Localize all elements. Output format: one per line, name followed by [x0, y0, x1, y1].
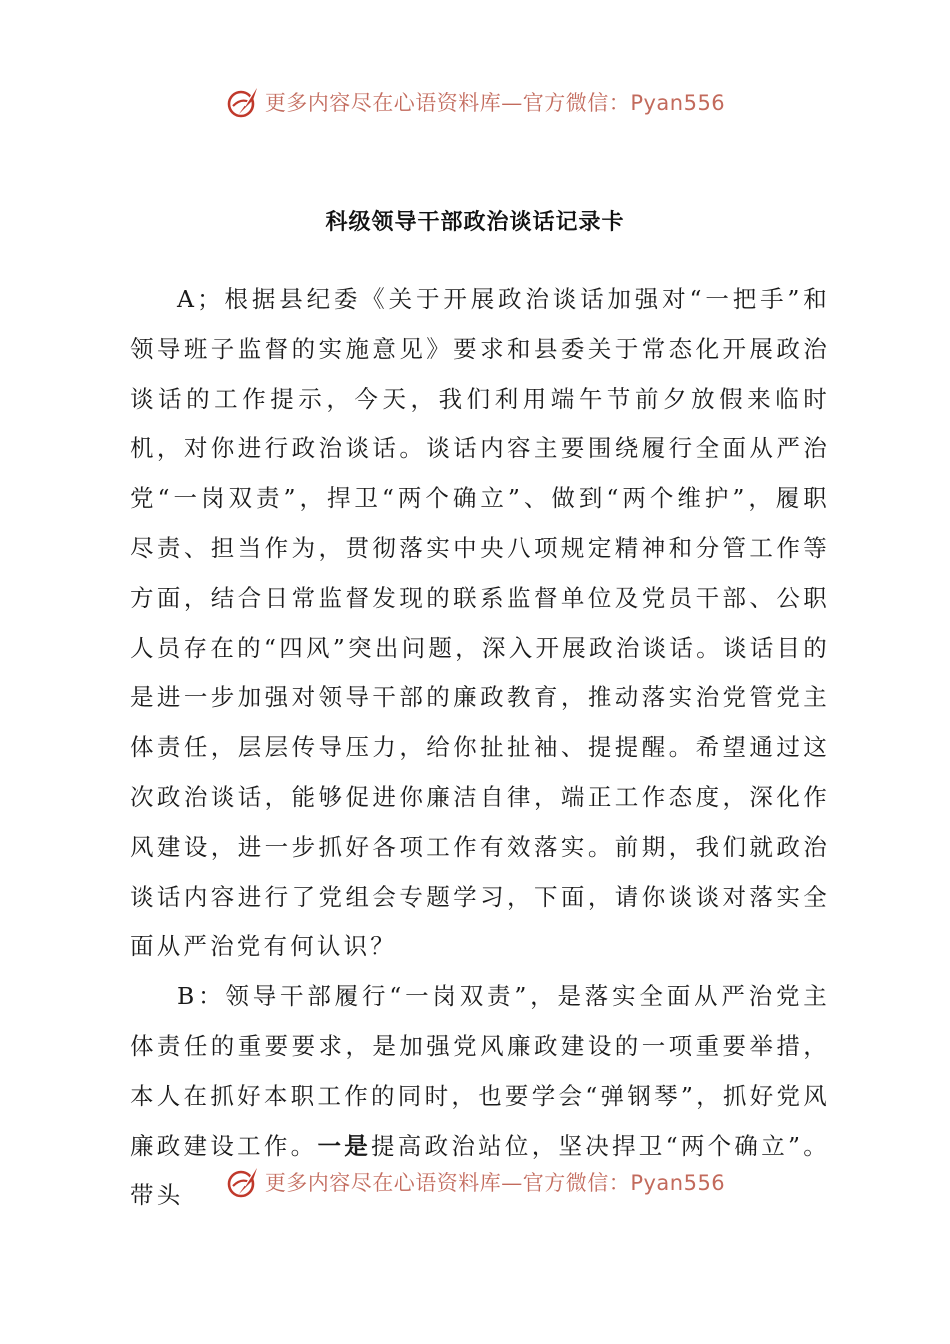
banner-text: 更多内容尽在心语资料库—官方微信：Pyan556	[264, 91, 726, 115]
footer-banner	[0, 1162, 950, 1202]
header-banner	[0, 82, 950, 122]
emphasis-first-point: 一是	[317, 1131, 372, 1160]
document-body	[130, 275, 830, 1221]
paragraph-b: B：领导干部履行“一岗双责”，是落实全面从严治党主体责任的重要要求，是加强党风廉政建设的一项重要举措，本人在抓好本职工作的同时，也要学会“弹钢琴”，抓好党风廉政建设工作。一是提高政治站位，坚决捍卫“两个确立”。带头	[130, 982, 830, 1210]
banner-text: 更多内容尽在心语资料库—官方微信：Pyan556	[264, 1171, 726, 1195]
quill-logo-icon	[225, 84, 261, 120]
wechat-id: Pyan556	[630, 1171, 726, 1195]
paragraph-a: A；根据县纪委《关于开展政治谈话加强对“一把手”和领导班子监督的实施意见》要求和县委关于常态化开展政治谈话的工作提示，今天，我们利用端午节前夕放假来临时机，对你进行政治谈话。谈话内容主要围绕履行全面从严治党“一岗双责”，捍卫“两个确立”、做到“两个维护”，履职尽责、担当作为，贯彻落实中央八项规定精神和分管工作等方面，结合日常监督发现的联系监督单位及党员干部、公职人员存在的“四风”突出问题，深入开展政治谈话。谈话目的是进一步加强对领导干部的廉政教育，推动落实治党管党主体责任，层层传导压力，给你扯扯袖、提提醒。希望通过这次政治谈话，能够促进你廉洁自律，端正工作态度，深化作风建设，进一步抓好各项工作有效落实。前期，我们就政治谈话内容进行了党组会专题学习，下面，请你谈谈对落实全面从严治党有何认识？	[130, 285, 830, 961]
quill-logo-icon	[225, 1164, 261, 1200]
document-title: 科级领导干部政治谈话记录卡	[325, 210, 625, 235]
wechat-id: Pyan556	[630, 91, 726, 115]
